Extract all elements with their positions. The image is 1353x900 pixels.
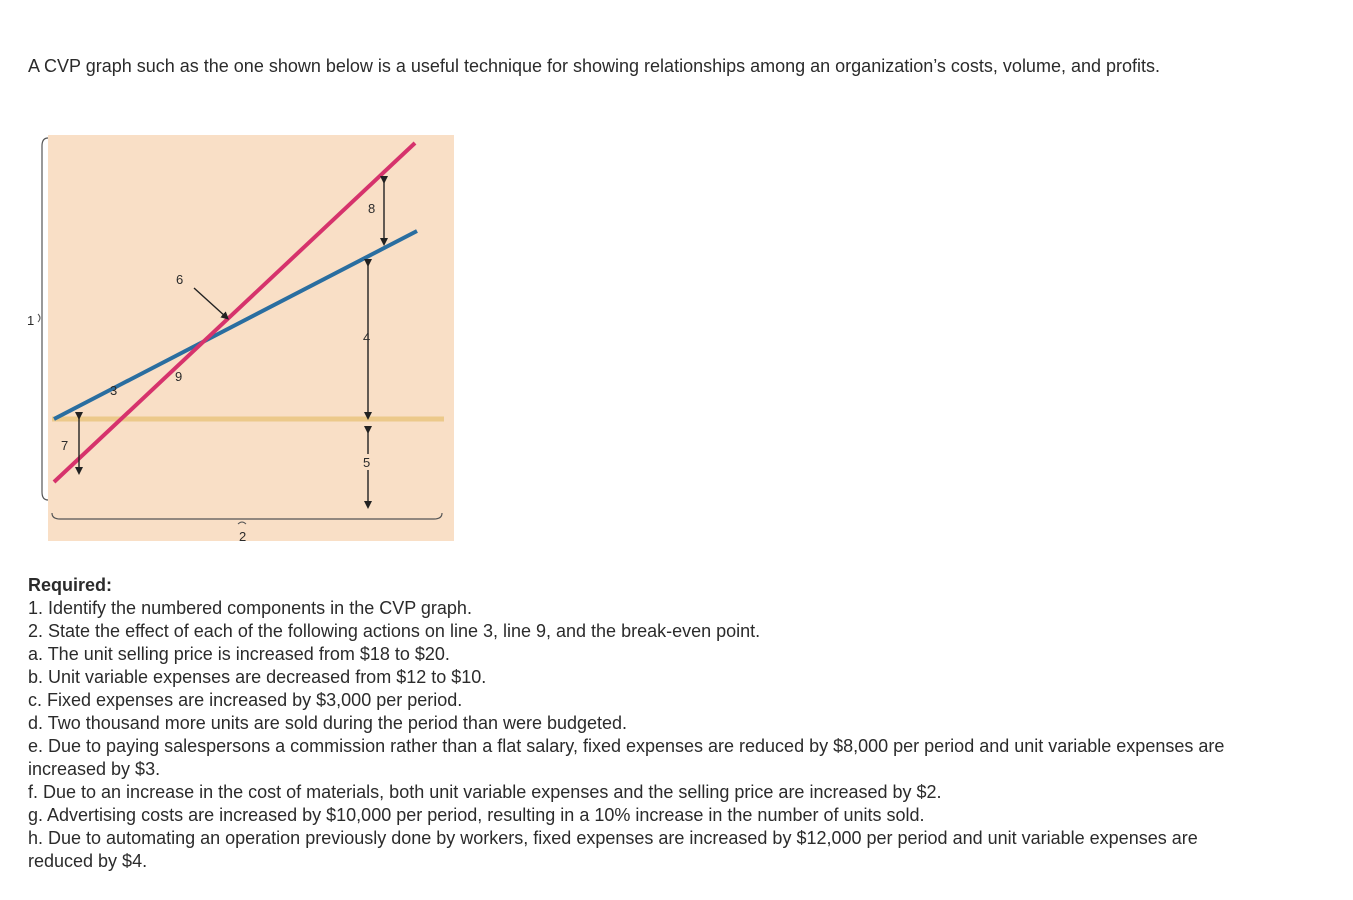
requirement-b: b. Unit variable expenses are decreased from $12 to $10.	[28, 667, 487, 687]
label-9: 9	[175, 369, 183, 384]
requirement-c: c. Fixed expenses are increased by $3,000 per period.	[28, 690, 463, 710]
required-heading: Required:	[28, 575, 113, 595]
requirement-h: h. Due to automating an operation previously done by workers, fixed expenses are increased by $12,000 per period and unit variable expenses are reduced by $4.	[28, 828, 1198, 871]
label-1: 1	[27, 313, 35, 328]
plot-background	[48, 135, 454, 541]
requirement-1: 1. Identify the numbered components in the CVP graph.	[28, 598, 472, 618]
required-section	[28, 574, 1248, 873]
y-axis-brace-mark	[38, 314, 40, 322]
label-4: 4	[363, 330, 371, 345]
label-6: 6	[176, 272, 184, 287]
requirement-d: d. Two thousand more units are sold during the period than were budgeted.	[28, 713, 628, 733]
requirement-2: 2. State the effect of each of the following actions on line 3, line 9, and the break-even point.	[28, 621, 761, 641]
cvp-graph	[0, 120, 470, 560]
requirement-e: e. Due to paying salespersons a commission rather than a flat salary, fixed expenses are reduced by $8,000 per period and unit variable expenses are increased by $3.	[28, 736, 1225, 779]
requirement-g: g. Advertising costs are increased by $10,000 per period, resulting in a 10% increase in the number of units sold.	[28, 805, 925, 825]
y-axis-bracket	[42, 138, 48, 500]
label-5: 5	[363, 455, 371, 470]
intro-text: A CVP graph such as the one shown below is a useful technique for showing relationships among an organization’s costs, volume, and profits.	[28, 56, 1161, 76]
label-3: 3	[110, 383, 118, 398]
label-8: 8	[368, 201, 376, 216]
label-7: 7	[61, 438, 69, 453]
requirement-f: f. Due to an increase in the cost of materials, both unit variable expenses and the selling price are increased by $2.	[28, 782, 942, 802]
requirement-a: a. The unit selling price is increased from $18 to $20.	[28, 644, 450, 664]
label-2: 2	[239, 529, 247, 544]
